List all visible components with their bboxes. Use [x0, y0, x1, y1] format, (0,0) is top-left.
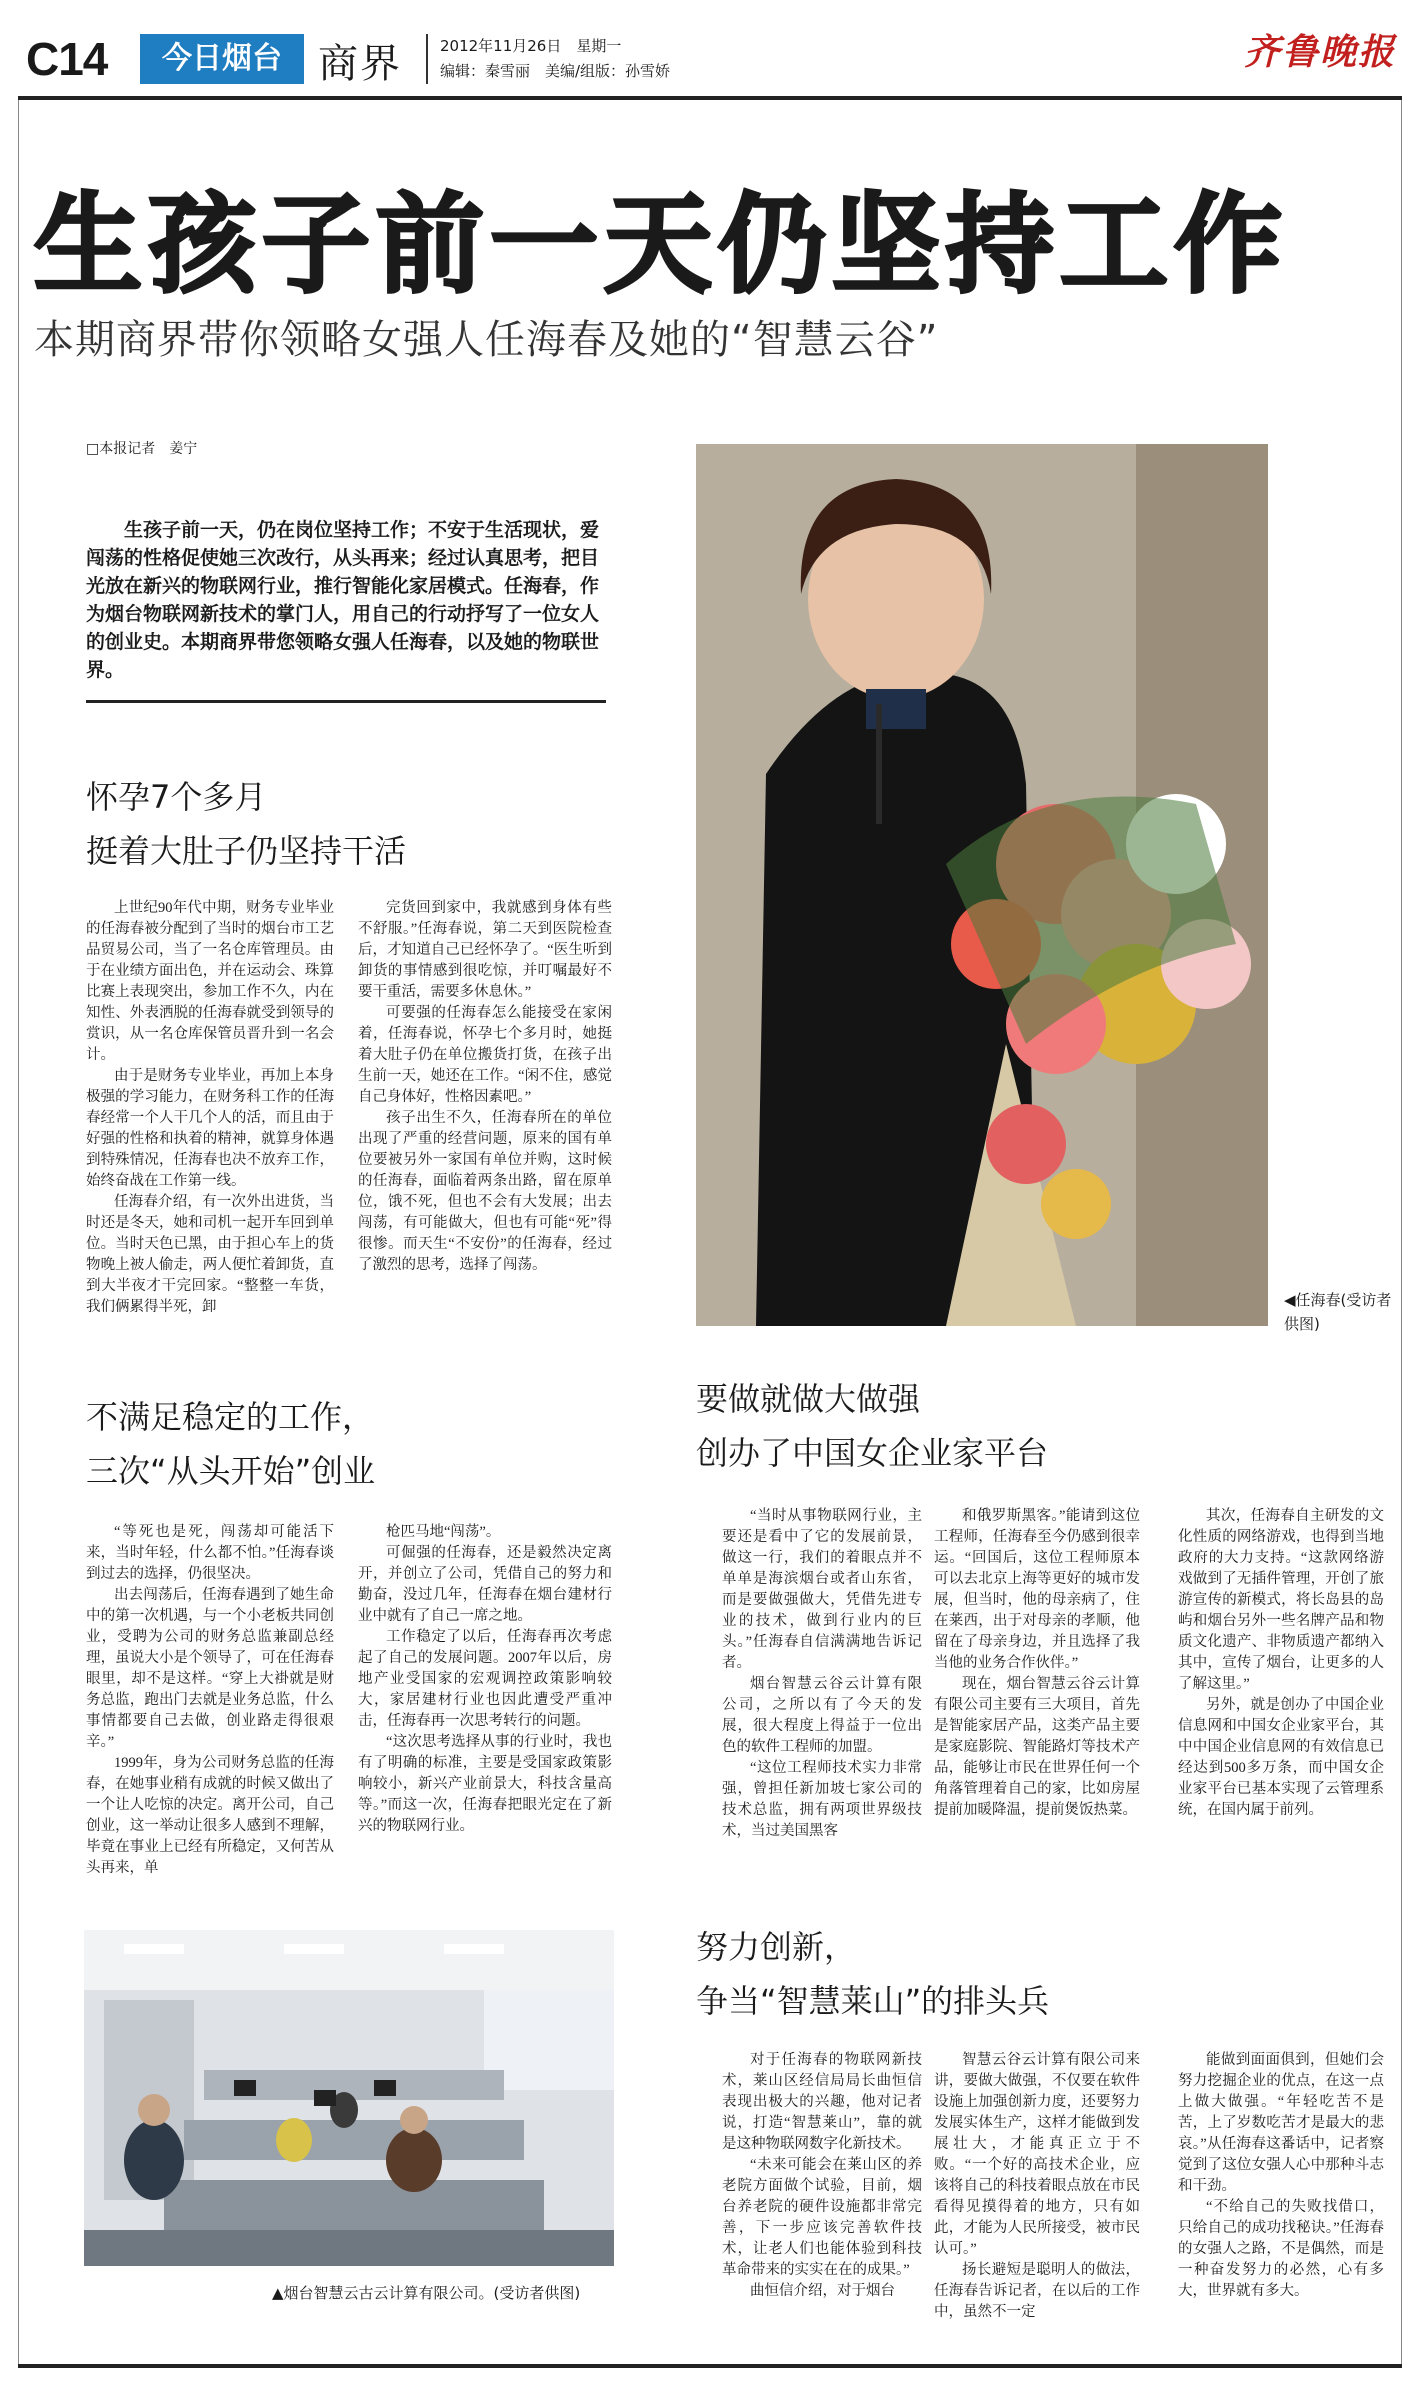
section-4-title — [696, 1920, 1049, 2028]
article-subhead: 本期商界带你领略女强人任海春及她的“智慧云谷” — [34, 317, 939, 363]
masthead-divider — [426, 34, 428, 84]
bottom-rule — [18, 2364, 1402, 2368]
paragraph: 1999年，身为公司财务总监的任海春，在她事业稍有成就的时候又做出了一个让人吃惊的决定。离开公司，自己创业，这一举动让很多人感到不理解，毕竟在事业上已经有所稳定，又何苦从头再来，单 — [86, 1755, 334, 1876]
paragraph: 能做到面面俱到，但她们会努力挖掘企业的优点，在这一点上做大做强。“年轻吃苦不是苦，上了岁数吃苦才是最大的悲哀。”从任海春这番话中，记者察觉到了这位女强人心中那种斗志和干劲。 — [1178, 2052, 1384, 2194]
section-4-title-line2: 争当“智慧莱山”的排头兵 — [696, 1982, 1050, 2020]
paragraph: 对于任海春的物联网新技术，莱山区经信局局长曲恒信表现出极大的兴趣，他对记者说，打造“智慧莱山”，靠的就是这种物联网数字化新技术。 — [722, 2052, 922, 2152]
paragraph: 可倔强的任海春，还是毅然决定离开，并创立了公司，凭借自己的努力和勤奋，没过几年，任海春在烟台建材行业中就有了自己一席之地。 — [358, 1545, 612, 1624]
paragraph: “不给自己的失败找借口，只给自己的成功找秘诀。”任海春的女强人之路，不是偶然，而是一种奋发努力的必然，心有多大，世界就有多大。 — [1178, 2199, 1384, 2299]
section-2-title — [86, 1390, 375, 1498]
paragraph: “等死也是死，闯荡却可能活下来，当时年轻，什么都不怕。”任海春谈到过去的选择，仍很坚决。 — [86, 1524, 334, 1582]
paragraph: 可要强的任海春怎么能接受在家闲着，任海春说，怀孕七个多月时，她挺着大肚子仍在单位搬货打货，在孩子出生前一天，她还在工作。“闲不住，感觉自己身体好，性格因素吧。” — [358, 1005, 612, 1105]
paragraph: 枪匹马地“闯荡”。 — [386, 1524, 501, 1540]
paragraph: 上世纪90年代中期，财务专业毕业的任海春被分配到了当时的烟台市工艺品贸易公司，当了一名仓库管理员。由于在业绩方面出色，并在运动会、珠算比赛上表现突出，参加工作不久，内在知性、外表洒脱的任海春就受到领导的赏识，从一名仓库保管员晋升到一名会计。 — [86, 900, 334, 1063]
paragraph: 和俄罗斯黑客。”能请到这位工程师，任海春至今仍感到很幸运。“回国后，这位工程师原本可以去北京上海等更好的城市发展，但当时，他的母亲病了，住在莱西，出于对母亲的孝顺，他留在了母亲身边，并且选择了我当他的业务合作伙伴。” — [934, 1508, 1140, 1671]
section-4-col-1 — [722, 2050, 922, 2355]
section-1-title-line2: 挺着大肚子仍坚持干活 — [86, 832, 407, 870]
paragraph: 孩子出生不久，任海春所在的单位出现了严重的经营问题，原来的国有单位要被另外一家国有单位并购，这时候的任海春，面临着两条出路，留在原单位，饿不死，但也不会有大发展；出去闯荡，有可能做大，但也有可能“死”得很惨。而天生“不安份”的任海春，经过了激烈的思考，选择了闯荡。 — [358, 1110, 612, 1273]
section-2-title-line1: 不满足稳定的工作， — [86, 1398, 375, 1436]
paragraph: 由于是财务专业毕业，再加上本身极强的学习能力，在财务科工作的任海春经常一个人干几个人的活，而且由于好强的性格和执着的精神，就算身体遇到特殊情况，任海春也决不放弃工作，始终奋战在工作第一线。 — [86, 1068, 334, 1189]
top-rule — [18, 96, 1402, 100]
paragraph: 烟台智慧云谷云计算有限公司，之所以有了今天的发展，很大程度上得益于一位出色的软件工程师的加盟。 — [722, 1676, 922, 1755]
paragraph: 智慧云谷云计算有限公司来讲，要做大做强，不仅要在软件设施上加强创新力度，还要努力发展实体生产，这样才能做到发展壮大，才能真正立于不败。“一个好的高技术企业，应该将自己的科技着眼点放在市民看得见摸得着的地方，只有如此，才能为人民所接受，被市民认可。” — [934, 2052, 1140, 2257]
paragraph: “当时从事物联网行业，主要还是看中了它的发展前景，做这一行，我们的着眼点并不单单是海滨烟台或者山东省，而是要做强做大，凭借先进专业的技术，做到行业内的巨头。”任海春自信满满地告诉记者。 — [722, 1508, 922, 1671]
paragraph: “这次思考选择从事的行业时，我也有了明确的标准，主要是受国家政策影响较小，新兴产业前景大，科技含量高等。”而这一次，任海春把眼光定在了新兴的物联网行业。 — [358, 1734, 612, 1834]
paragraph: 出去闯荡后，任海春遇到了她生命中的第一次机遇，与一个小老板共同创业，受聘为公司的财务总监兼副总经理，虽说大小是个领导了，可在任海春眼里，却不是这样。“穿上大褂就是财务总监，跑出门去就是业务总监，什么事情都要自己去做，创业路走得很艰辛。” — [86, 1587, 334, 1750]
section-1-col-2 — [358, 898, 612, 1338]
section-3-col-2 — [934, 1506, 1140, 1896]
section-badge: 今日烟台 — [140, 34, 304, 84]
section-3-col-3 — [1178, 1506, 1384, 1896]
section-4-col-2 — [934, 2050, 1140, 2355]
section-4-title-line1: 努力创新， — [696, 1928, 857, 1966]
page-number: C14 — [26, 33, 108, 85]
byline: □本报记者 姜宁 — [86, 441, 198, 457]
lead-rule — [86, 700, 606, 703]
paragraph: 扬长避短是聪明人的做法，任海春告诉记者，在以后的工作中，虽然不一定 — [934, 2262, 1140, 2320]
section-3-title-line1: 要做就做大做强 — [696, 1380, 921, 1418]
section-4-col-3 — [1178, 2050, 1384, 2355]
section-name: 商界 — [318, 41, 402, 87]
paragraph: 另外，就是创办了中国企业信息网和中国女企业家平台，其中中国企业信息网的有效信息已经达到500多万条，而中国女企业家平台已基本实现了云管理系统，在国内属于前列。 — [1178, 1697, 1384, 1818]
article-headline: 生孩子前一天仍坚持工作 — [34, 183, 1289, 308]
section-3-title-line2: 创办了中国女企业家平台 — [696, 1434, 1049, 1472]
paragraph: 曲恒信介绍，对于烟台 — [750, 2283, 895, 2299]
office-illustration — [84, 1930, 614, 2266]
frame-right — [1401, 100, 1402, 2364]
office-caption: ▲烟台智慧云古云计算有限公司。(受访者供图) — [272, 2284, 581, 2302]
frame-left — [18, 100, 19, 2364]
section-1-col-1 — [86, 898, 334, 1338]
paragraph: 任海春介绍，有一次外出进货，当时还是冬天，她和司机一起开车回到单位。当时天色已黑，由于担心车上的货物晚上被人偷走，两人便忙着卸货，直到大半夜才干完回家。“整整一车货，我们俩累得半死，卸 — [86, 1194, 334, 1315]
paragraph: “未来可能会在莱山区的养老院方面做个试验，目前，烟台养老院的硬件设施都非常完善，下一步应该完善软件技术，让老人们也能体验到科技革命带来的实实在在的成果。” — [722, 2157, 922, 2278]
paragraph: 完货回到家中，我就感到身体有些不舒服。”任海春说，第二天到医院检查后，才知道自己已经怀孕了。“医生听到卸货的事情感到很吃惊，并叮嘱最好不要干重活，需要多休息休。” — [358, 900, 612, 1000]
portrait-illustration — [696, 444, 1268, 1326]
section-3-col-1 — [722, 1506, 922, 1896]
issue-date: 2012年11月26日 星期一 — [440, 37, 622, 55]
paragraph: 其次，任海春自主研发的文化性质的网络游戏，也得到当地政府的大力支持。“这款网络游戏做到了无插件管理，开创了旅游宣传的新模式，将长岛县的岛屿和烟台另外一些名牌产品和物质文化遗产、非物质遗产都纳入其中，宣传了烟台，让更多的人了解这里。” — [1178, 1508, 1384, 1692]
portrait-caption: ◀任海春(受访者供图) — [1284, 1291, 1392, 1333]
newspaper-logo: 齐鲁晚报 — [1244, 31, 1397, 73]
editor-credits: 编辑：秦雪丽 美编/组版：孙雪娇 — [440, 62, 671, 80]
portrait-photo — [696, 444, 1268, 1326]
section-1-title — [86, 770, 406, 878]
section-3-title — [696, 1372, 1048, 1480]
section-1-title-line1: 怀孕7个多月 — [86, 778, 267, 816]
masthead-meta — [440, 34, 670, 84]
office-photo — [84, 1930, 614, 2266]
section-2-col-1 — [86, 1522, 334, 1917]
section-2-col-2 — [358, 1522, 612, 1917]
paragraph: “这位工程师技术实力非常强，曾担任新加坡七家公司的技术总监，拥有两项世界级技术，当过美国黑客 — [722, 1760, 922, 1839]
lead-paragraph: 生孩子前一天，仍在岗位坚持工作；不安于生活现状，爱闯荡的性格促使她三次改行，从头再来；经过认真思考，把目光放在新兴的物联网行业，推行智能化家居模式。任海春，作为烟台物联网新技术的掌门人，用自己的行动抒写了一位女人的创业史。本期商界带您领略女强人任海春，以及她的物联世界。 — [86, 519, 600, 681]
paragraph: 工作稳定了以后，任海春再次考虑起了自己的发展问题。2007年以后，房地产业受国家的宏观调控政策影响较大，家居建材行业也因此遭受严重冲击，任海春再一次思考转行的问题。 — [358, 1629, 612, 1729]
paragraph: 现在，烟台智慧云谷云计算有限公司主要有三大项目，首先是智能家居产品，这类产品主要是家庭影院、智能路灯等技术产品，能够让市民在世界任何一个角落管理着自己的家，比如房屋提前加暖降温，提前煲饭热菜。 — [934, 1676, 1140, 1818]
section-2-title-line2: 三次“从头开始”创业 — [86, 1452, 376, 1490]
